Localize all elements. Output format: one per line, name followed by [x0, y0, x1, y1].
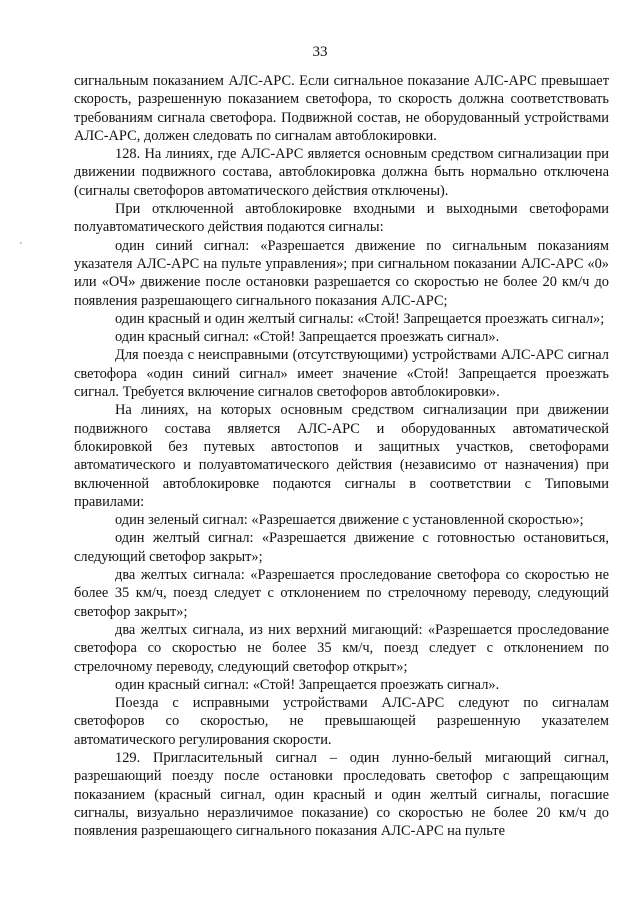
paragraph: При отключенной автоблокировке входными и выходными светофорами полуавтоматического действия подаются сигналы:: [74, 201, 609, 236]
paragraph: Для поезда с неисправными (отсутствующими) устройствами АЛС-АРС сигнал светофора «один синий сигнал» имеет значение «Стой! Запрещается проезжать сигнал. Требуется включение сигналов светофоров автоблокировки».: [74, 347, 609, 401]
paragraph: один красный сигнал: «Стой! Запрещается проезжать сигнал».: [115, 676, 500, 693]
paragraph: один желтый сигнал: «Разрешается движение с готовностью остановиться, следующий светофор закрыт»;: [74, 530, 609, 565]
paragraph: два желтых сигнала, из них верхний мигающий: «Разрешается проследование светофора со скоростью не более 35 км/ч, поезд следует с отклонением по стрелочному переводу, следующий светофор открыт»;: [74, 621, 609, 675]
paragraph: один синий сигнал: «Разрешается движение по сигнальным показаниям указателя АЛС-АРС на пульте управления»; при сигнальном показании АЛС-АРС «0» или «ОЧ» движение после остановки разрешается со скоростью не более 20 км/ч до появления разрешающего сигнального показания АЛС-АРС;: [74, 237, 609, 309]
margin-mark: `: [19, 241, 23, 253]
paragraph: один красный и один желтый сигналы: «Стой! Запрещается проезжать сигнал»;: [115, 310, 605, 327]
paragraph: 129. Пригласительный сигнал – один лунно-белый мигающий сигнал, разрешающий поезду после остановки проследовать светофор с запрещающим показанием (красный сигнал, один красный и один желтый сигналы, погасшие сигналы, визуально неразличимое показание) со скоростью не более 20 км/ч до появления разрешающего сигнального показания АЛС-АРС на пульте: [74, 749, 609, 840]
paragraph: На линиях, на которых основным средством сигнализации при движении подвижного состава является АЛС-АРС и оборудованных автоматической блокировкой без путевых автостопов и защитных участков, светофорами автоматического и полуавтоматического действия (независимо от назначения) при включенной автоблокировке подаются сигналы в соответствии с Типовыми правилами:: [74, 402, 609, 510]
paragraph: 128. На линиях, где АЛС-АРС является основным средством сигнализации при движении подвижного состава, автоблокировка должна быть нормально отключена (сигналы светофоров автоматического действия отключены).: [74, 146, 609, 199]
paragraph: сигнальным показанием АЛС-АРС. Если сигнальное показание АЛС-АРС превышает скорость, разрешенную показанием светофора, то скорость должна соответствовать требованиям сигнала светофора. Подвижной состав, не оборудованный устройствами АЛС-АРС, должен следовать по сигналам автоблокировки.: [74, 73, 609, 144]
page-number: 33: [312, 44, 328, 60]
document-body: [74, 72, 609, 840]
paragraph: Поезда с исправными устройствами АЛС-АРС следуют по сигналам светофоров со скоростью, не превышающей разрешенную указателем автоматического регулирования скорости.: [74, 695, 609, 748]
paragraph: два желтых сигнала: «Разрешается проследование светофора со скоростью не более 35 км/ч, поезд следует с отклонением по стрелочному переводу, следующий светофор закрыт»;: [74, 567, 609, 620]
paragraph: один зеленый сигнал: «Разрешается движение с установленной скоростью»;: [115, 512, 584, 529]
paragraph: один красный сигнал: «Стой! Запрещается проезжать сигнал».: [115, 329, 500, 346]
